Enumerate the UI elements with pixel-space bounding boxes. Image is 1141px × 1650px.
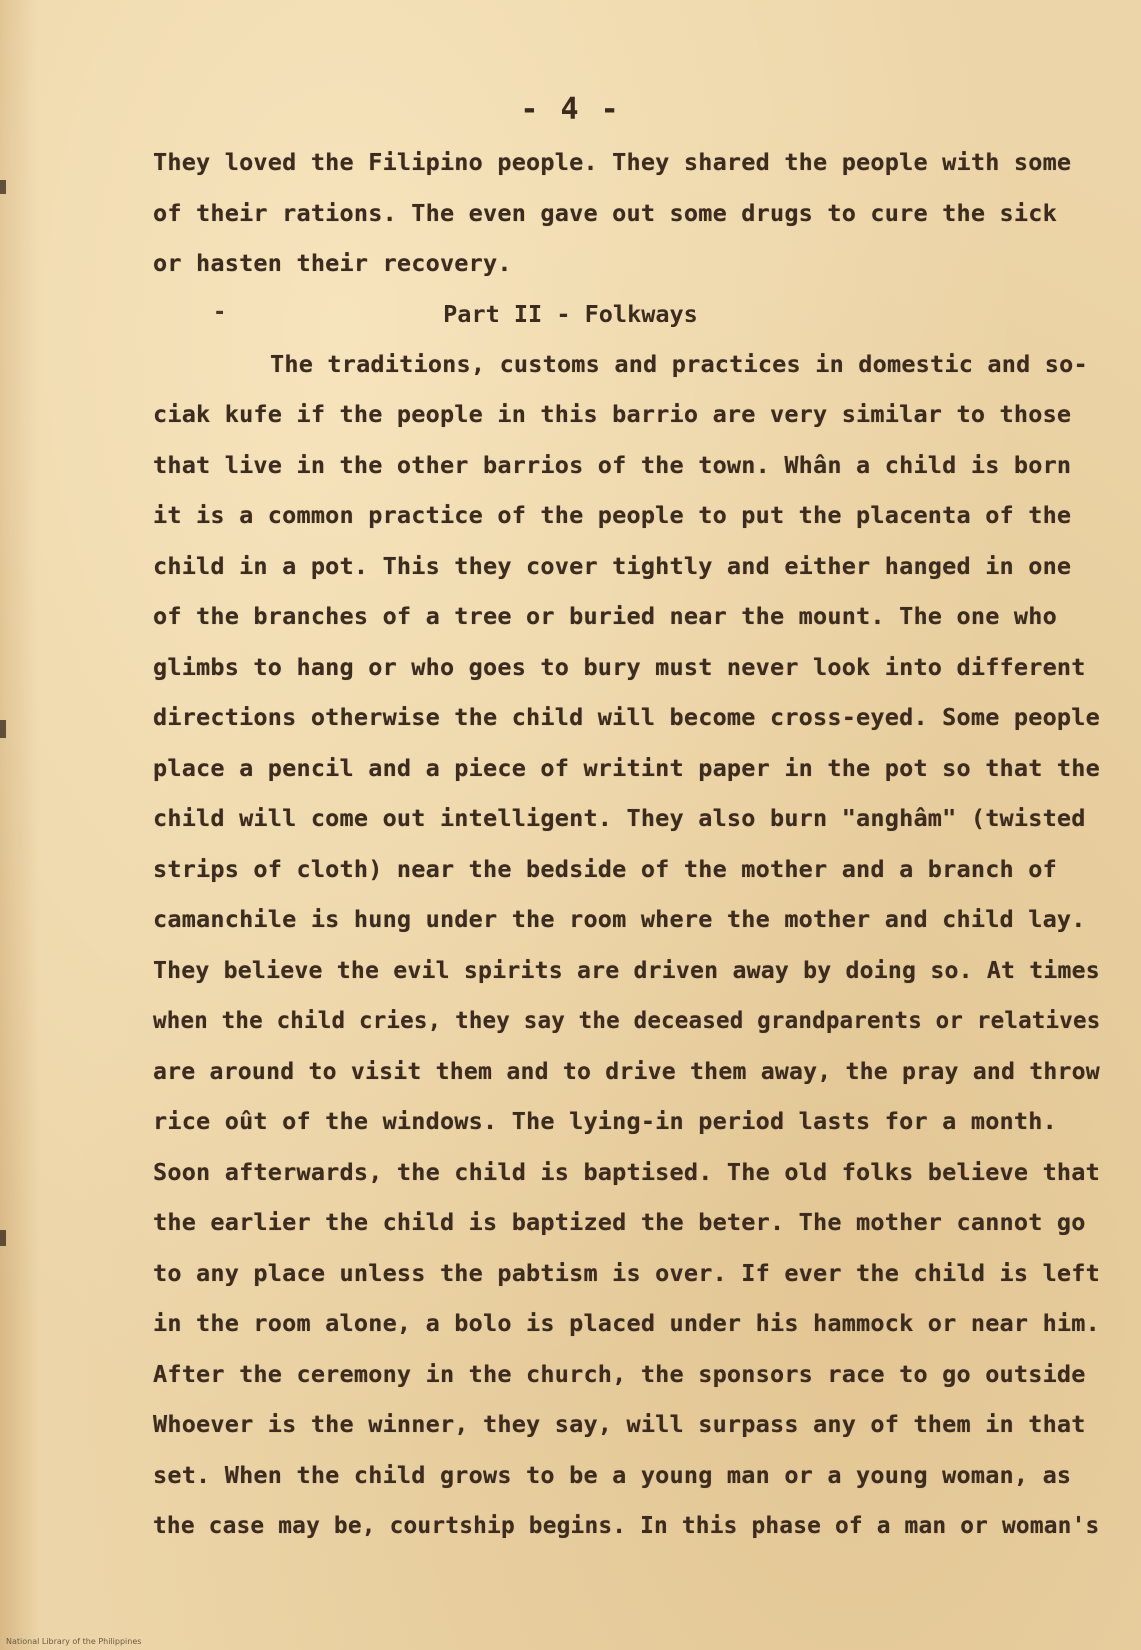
text-line: the case may be, courtship begins. In this phase of a man or woman's [153, 1511, 1100, 1539]
text-line: to any place unless the pabtism is over. If ever the child is left [153, 1259, 1100, 1287]
text-line: Whoever is the winner, they say, will surpass any of them in that [153, 1410, 1086, 1438]
binding-mark [0, 1230, 6, 1246]
text-line: or hasten their recovery. [153, 249, 512, 277]
text-line: when the child cries, they say the deceased grandparents or relatives [153, 1006, 1101, 1034]
text-line: in the room alone, a bolo is placed under his hammock or near him. [153, 1309, 1100, 1337]
binding-mark [0, 720, 6, 738]
text-line: The traditions, customs and practices in domestic and so- [270, 350, 1088, 378]
heading-dash: - [213, 300, 227, 325]
text-line: They loved the Filipino people. They shared the people with some [153, 148, 1072, 176]
text-line: camanchile is hung under the room where the mother and child lay. [153, 905, 1086, 933]
text-line: child in a pot. This they cover tightly and either hanged in one [153, 552, 1072, 580]
section-heading: Part II - Folkways [443, 300, 698, 328]
binding-mark [0, 180, 6, 194]
text-line: They believe the evil spirits are driven away by doing so. At times [153, 956, 1100, 984]
text-line: it is a common practice of the people to put the placenta of the [153, 501, 1072, 529]
text-line: the earlier the child is baptized the beter. The mother cannot go [153, 1208, 1086, 1236]
text-line: of the branches of a tree or buried near the mount. The one who [153, 602, 1057, 630]
text-line: directions otherwise the child will become cross-eyed. Some people [153, 703, 1100, 731]
text-line: Soon afterwards, the child is baptised. The old folks believe that [153, 1158, 1100, 1186]
text-line: that live in the other barrios of the town. Whân a child is born [153, 451, 1072, 479]
page-number: - 4 - [520, 92, 621, 127]
text-line: are around to visit them and to drive them away, the pray and throw [153, 1057, 1100, 1085]
text-line: strips of cloth) near the bedside of the mother and a branch of [153, 855, 1057, 883]
text-line: ciak kufe if the people in this barrio are very similar to those [153, 400, 1072, 428]
text-line: set. When the child grows to be a young man or a young woman, as [153, 1461, 1072, 1489]
text-line: glimbs to hang or who goes to bury must never look into different [153, 653, 1086, 681]
source-footer: National Library of the Philippines [6, 1637, 142, 1646]
text-line: place a pencil and a piece of writint paper in the pot so that the [153, 754, 1100, 782]
text-line: child will come out intelligent. They also burn "anghâm" (twisted [153, 804, 1086, 832]
text-line: rice oût of the windows. The lying-in period lasts for a month. [153, 1107, 1057, 1135]
text-line: After the ceremony in the church, the sponsors race to go outside [153, 1360, 1086, 1388]
text-line: of their rations. The even gave out some drugs to cure the sick [153, 199, 1057, 227]
